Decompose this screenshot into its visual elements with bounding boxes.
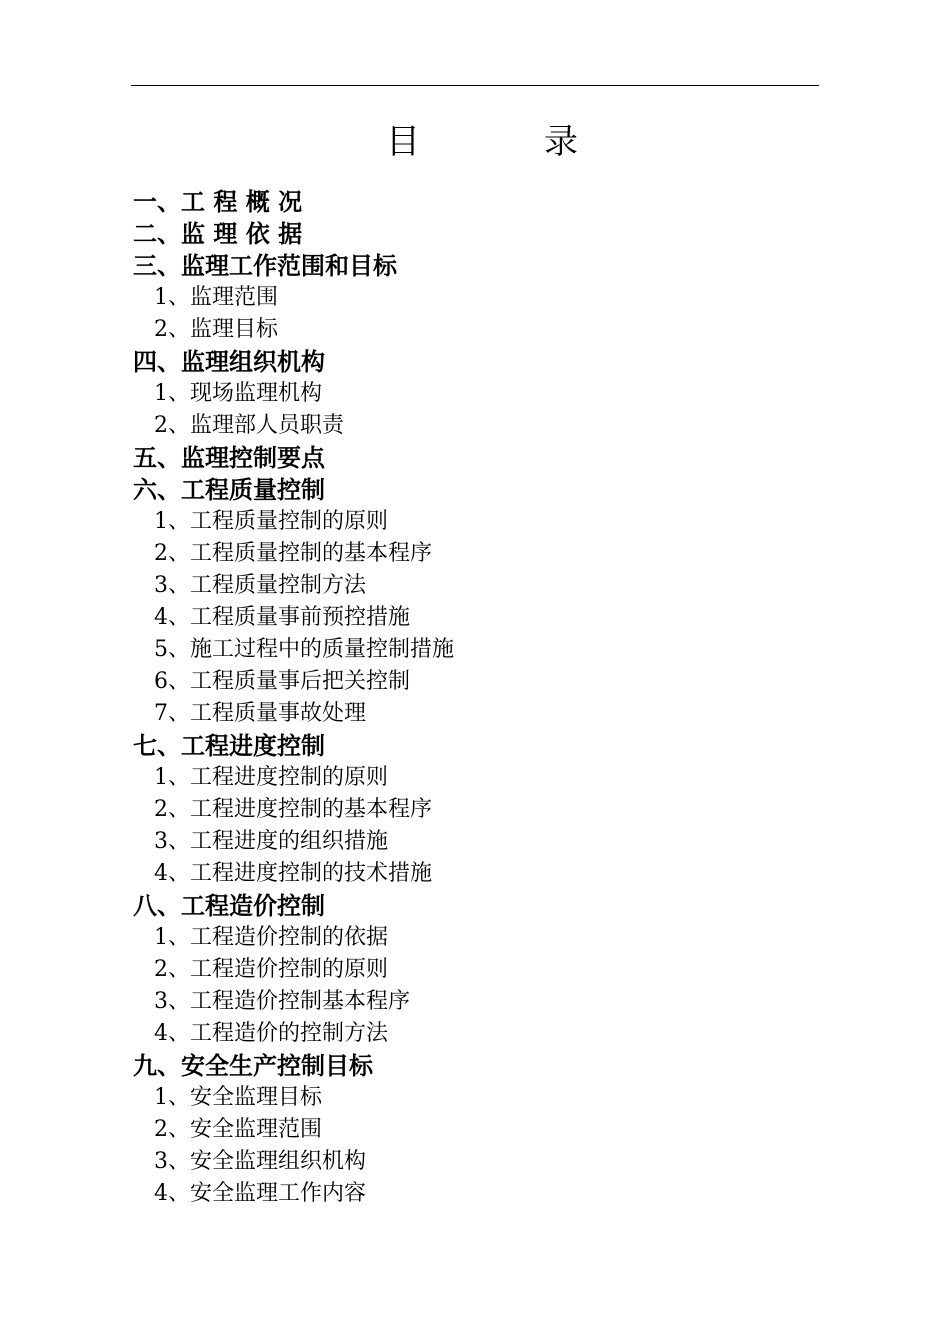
toc-subsection-entry: 2、安全监理范围 <box>154 1117 322 1142</box>
toc-section-heading: 六、工程质量控制 <box>133 476 325 504</box>
toc-subsection-entry: 4、工程进度控制的技术措施 <box>154 861 432 886</box>
toc-subsection-entry: 2、监理部人员职责 <box>154 413 344 438</box>
toc-section-heading: 五、监理控制要点 <box>133 444 325 472</box>
toc-subsection-entry: 5、施工过程中的质量控制措施 <box>154 637 454 662</box>
toc-subsection-entry: 4、工程质量事前预控措施 <box>154 605 410 630</box>
toc-subsection-entry: 2、工程进度控制的基本程序 <box>154 797 432 822</box>
toc-subsection-entry: 1、安全监理目标 <box>154 1085 322 1110</box>
toc-section-heading: 八、工程造价控制 <box>133 892 325 920</box>
toc-subsection-entry: 3、工程进度的组织措施 <box>154 829 388 854</box>
page-title-part-1: 目 <box>386 122 420 162</box>
page-title-part-2: 录 <box>544 122 578 162</box>
toc-subsection-entry: 1、现场监理机构 <box>154 381 322 406</box>
toc-subsection-entry: 1、工程造价控制的依据 <box>154 925 388 950</box>
toc-section-heading: 七、工程进度控制 <box>133 732 325 760</box>
toc-subsection-entry: 3、工程质量控制方法 <box>154 573 366 598</box>
toc-subsection-entry: 3、工程造价控制基本程序 <box>154 989 410 1014</box>
toc-subsection-entry: 2、监理目标 <box>154 317 278 342</box>
toc-subsection-entry: 2、工程质量控制的基本程序 <box>154 541 432 566</box>
toc-subsection-entry: 1、监理范围 <box>154 285 278 310</box>
toc-subsection-entry: 1、工程质量控制的原则 <box>154 509 388 534</box>
toc-section-heading: 一、工 程 概 况 <box>133 188 303 216</box>
toc-subsection-entry: 1、工程进度控制的原则 <box>154 765 388 790</box>
toc-subsection-entry: 4、安全监理工作内容 <box>154 1181 366 1206</box>
toc-section-heading: 二、监 理 依 据 <box>133 220 303 248</box>
page-title <box>131 122 819 166</box>
header-rule <box>131 85 819 86</box>
toc-section-heading: 九、安全生产控制目标 <box>133 1052 373 1080</box>
table-of-contents <box>131 186 819 1210</box>
toc-subsection-entry: 2、工程造价控制的原则 <box>154 957 388 982</box>
toc-subsection-entry: 6、工程质量事后把关控制 <box>154 669 410 694</box>
toc-subsection-entry: 7、工程质量事故处理 <box>154 701 366 726</box>
toc-section-heading: 三、监理工作范围和目标 <box>133 252 397 280</box>
toc-subsection-entry: 3、安全监理组织机构 <box>154 1149 366 1174</box>
toc-section-heading: 四、监理组织机构 <box>133 348 325 376</box>
toc-subsection-entry: 4、工程造价的控制方法 <box>154 1021 388 1046</box>
